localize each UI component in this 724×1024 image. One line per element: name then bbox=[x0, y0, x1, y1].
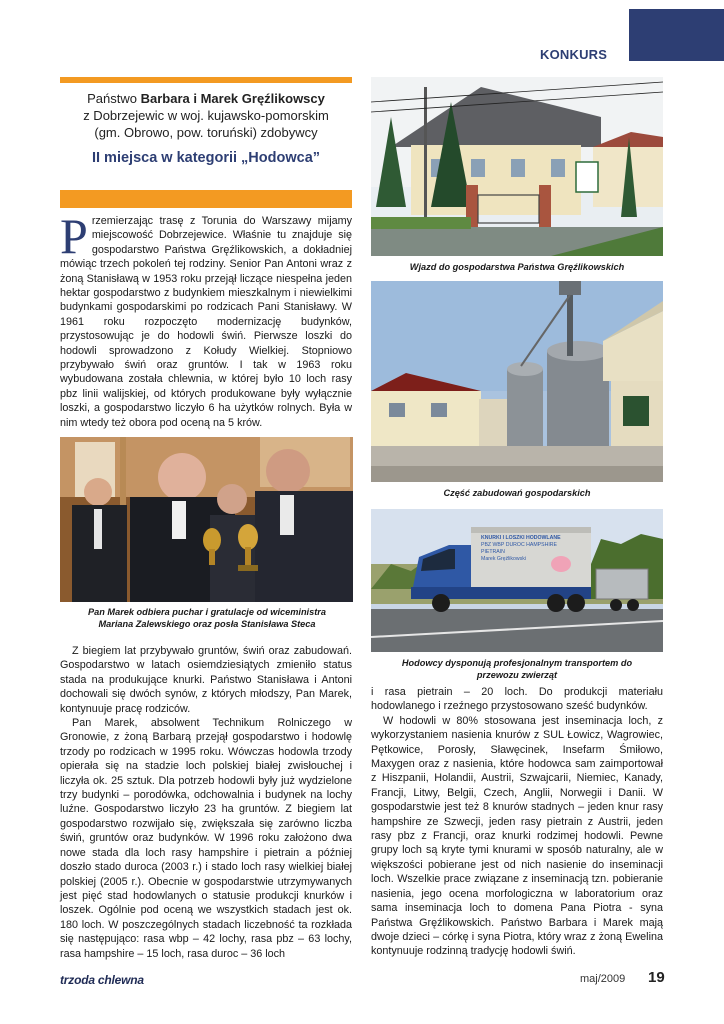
article-paragraph: Pan Marek, absolwent Technikum Rolniczego w Gronowie, z żoną Barbarą przejął gospodarstwo i hodowlę trzody po rodzicach w 1995 roku. Wówczas hodowla trzody opierała się na stadzie loch polskiej białej zwisłouchej i liczyła ok. 25 sztuk. Dla potrzeb hodowli były już wydzielone trzy budynki – porodówka, odchowalnia i budynek na lochy luźne. Gospodarstwo liczyło 23 ha gruntów. Z biegiem lat gospodarstwo rozwijało się, zwiększała się zarówno liczba świń, gruntów oraz budynków. W 1996 roku założono dwa nowe stada dla loch rasy hampshire i pietrain a później doszło stado duroca (2003 r.) i stado loch rasy wielkiej białej polskiej (2005 r.). Obecnie w gospodarstwie utrzymywanych jest pięć stad hodowlanych o statusie produkcji knurków i loszek. Ogólnie pod oceną we wszystkich stadach jest ok. 180 loch. W poszczególnych stadach liczebność ta rozkłada się następująco: rasa wbp – 42 lochy, rasa pbz – 63 lochy, rasa hampshire – 15 loch, rasa duroc – 36 loch bbox=[60, 717, 352, 960]
photo-award-ceremony bbox=[60, 437, 353, 602]
article-paragraph: Z biegiem lat przybywało gruntów, świń oraz zabudowań. Gospodarstwo w latach osiemdziesiątych zmieniło status stada na produkujące knurki. Państwo Stanisława i Antoni dochowali się dwóch synów, z których młodszy, Pan Marek, kontynuuje pracę rodziców. bbox=[60, 645, 352, 715]
truck-sign bbox=[481, 535, 581, 563]
article-paragraph: Przemierzając trasę z Torunia do Warszawy mijamy miejscowość Dobrzejewice. Właśnie tu znajduje się gospodarstwo Państwa Gręźlikowskich, a dokładniej mówiąc trzech pokoleń tej rodziny. Senior Pan Antoni wraz z żoną Stanisławą w 1953 roku przejął liczące niespełna jeden hektar gospodarstwo z budynkiem mieszkalnym i niewielkimi budynkami gospodarskimi po rodzicach Pani Stanisławy. W 1961 roku rozpoczęto modernizację budynków, przystosowując je do hodowli świń. Pierwsze loszki do hodowli sprowadzono z Kołudy Wielkiej. Stopniowo przybywało świń oraz gruntów. I tak w 1963 roku wybudowana została chlewnia, w której było 10 loch rasy pbz linii walijskiej, od których produkowane były wyłącznie loszki, a gospodarstwo liczyło 6 ha użytków rolnych. Była w nim wtedy też obora pod oceną na 5 krów. bbox=[60, 208, 352, 429]
caption-farm-entrance: Wjazd do gospodarstwa Państwa Gręźlikowskich bbox=[409, 262, 625, 272]
issue-date: maj/2009 bbox=[580, 973, 626, 985]
article-paragraph: W hodowli w 80% stosowana jest inseminacja loch, z wykorzystaniem nasienia knurów z SUL Łowicz, Wagrowiec, Pętkowice, Porosły, Sławęcinek, Insefarm Śmiłowo, Maxygen oraz z nasienia, które hodowca sam zaimportował z Hiszpanii, Holandii, Austrii, Szwajcarii, Niemiec, Kanady, Francji, Litwy, Belgii, Czech, Anglii, Norwegii i Danii. W gospodarstwie jest też 8 knurów stadnych – jeden knur rasy hampshire ze Szwecji, jeden rasy pietrain z Austrii, jeden rasy pbz z Francji, oraz knurki rodzimej hodowli. Pewne grupy loch są kryte tymi knurami w sposób naturalny, ale w większości pobierane jest od nich nasienie do inseminacji loch. Wszelkie prace związane z inseminacją tzn. pobieranie nasienia, jego ocena morfologiczna w laboratorium oraz sama inseminacja loch to domena Pana Piotra - syna Państwa Gręźlikowskich. Państwo Barbara i Marek mają dwoje dzieci – córkę i syna Piotra, który wraz z żoną Ewelina kontynuuje rodzinną tradycję hodowli świń. bbox=[371, 714, 663, 958]
truck-sign-line: Marek Gręźlikowski bbox=[481, 556, 526, 562]
award-heading: II miejsca w kategorii „Hodowca” bbox=[91, 150, 321, 166]
caption-transport-truck: Hodowcy dysponują profesjonalnym transportem do przewozu zwierząt bbox=[401, 658, 633, 680]
intro-district: (gm. Obrowo, pow. toruński) zdobywcy bbox=[94, 125, 318, 140]
winner-names: Barbara i Marek Gręźlikowscy bbox=[140, 91, 325, 106]
header-corner-block bbox=[629, 9, 724, 61]
article-column-right bbox=[371, 685, 663, 959]
section-label: KONKURS bbox=[540, 47, 608, 62]
intro-accent-bar bbox=[60, 190, 352, 208]
photo-farm-entrance bbox=[371, 77, 663, 256]
article-column-left-bottom bbox=[60, 644, 352, 961]
truck-sign-line: PBZ WBP DUROC HAMPSHIRE PIETRAIN bbox=[481, 542, 557, 555]
caption-farm-buildings: Część zabudowań gospodarskich bbox=[443, 488, 591, 498]
drop-cap: P bbox=[60, 208, 88, 264]
article-paragraph: i rasa pietrain – 20 loch. Do produkcji materiału hodowlanego i rzeźnego przystosowano sześć budynków. bbox=[371, 686, 663, 713]
article-column-left-top bbox=[60, 208, 352, 430]
intro-block bbox=[60, 90, 352, 141]
photo-farm-buildings bbox=[371, 281, 663, 482]
truck-sign-line: KNURKI I LOSZKI HODOWLANE bbox=[481, 535, 561, 541]
photo-transport-truck bbox=[371, 509, 663, 652]
intro-prefix: Państwo bbox=[87, 91, 141, 106]
intro-location: z Dobrzejewic w woj. kujawsko-pomorskim bbox=[83, 108, 329, 123]
caption-award-ceremony: Pan Marek odbiera puchar i gratulacje od wiceministra Mariana Zalewskiego oraz posła Stanisława Steca bbox=[88, 607, 326, 629]
top-accent-bar bbox=[60, 77, 352, 83]
magazine-logo: trzoda chlewna bbox=[60, 973, 144, 987]
page-number: 19 bbox=[648, 969, 665, 986]
